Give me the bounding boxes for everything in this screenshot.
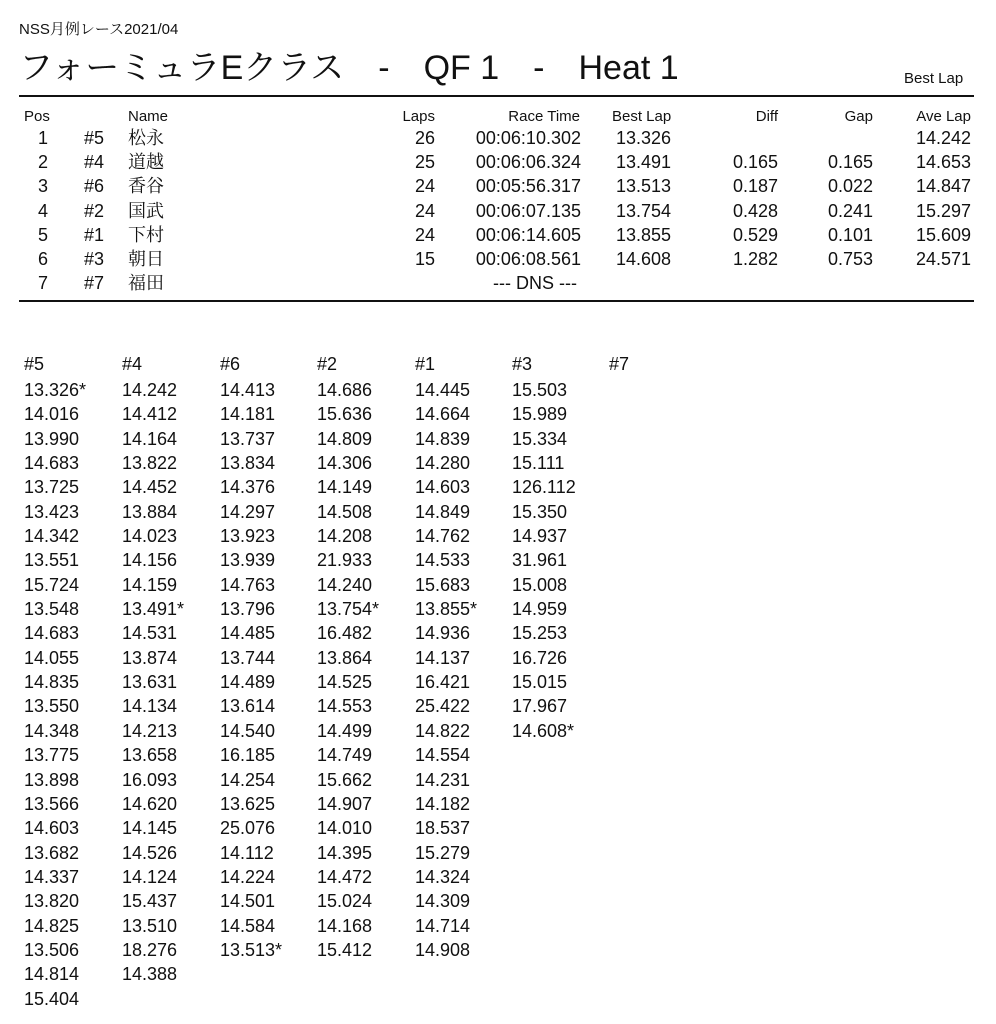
best-lap-cell: 13.513 [616,176,672,197]
lap-time: 15.724 [24,574,80,595]
lap-time: 13.326* [24,380,87,400]
best-lap-cell [616,271,686,295]
car-number-cell: #2 [84,200,105,221]
lap-time: 14.603 [24,818,80,839]
race-time-cell: --- DNS --- [493,273,577,294]
pos-cell: 7 [38,273,49,294]
lap-time: 14.164 [122,428,178,449]
lap-time: 13.551 [24,550,80,571]
lap-time: 13.548 [24,599,80,620]
lap-time: 14.348 [24,720,80,741]
lap-time: 16.726 [512,647,568,668]
lap-time: 14.182 [415,793,471,814]
lap-time: 13.491* [122,599,185,620]
laps-cell: 24 [414,176,435,197]
lap-time: 15.503 [512,380,568,400]
col-header-gap: Gap [844,108,873,125]
lap-time: 14.445 [415,380,471,400]
lap-time: 14.280 [415,453,471,474]
lap-time: 14.395 [317,842,373,863]
lap-time: 16.482 [317,623,373,644]
lap-time: 14.937 [512,526,568,547]
laps-cell: 24 [414,200,435,221]
lap-column-car: #6 [220,354,241,374]
ave-lap-cell: 24.571 [915,249,971,269]
lap-time: 13.725 [24,477,80,498]
lap-column-car: #2 [317,354,338,374]
lap-time: 15.437 [122,891,178,912]
lap-column [24,352,86,1011]
lap-time: 14.324 [415,866,471,887]
lap-time: 14.306 [317,453,373,474]
diff-cell: 0.165 [732,152,778,173]
lap-time: 14.208 [317,526,373,547]
lap-time: 14.112 [220,842,274,863]
col-header-best-lap: Best Lap [612,108,672,125]
lap-time: 14.908 [415,939,471,960]
ave-lap-cell [890,271,971,295]
gap-cell [800,126,873,150]
driver-name-cell: 下村 [128,224,164,245]
ave-lap-cell: 14.847 [915,176,971,197]
lap-time: 31.961 [512,550,568,571]
car-number-cell: #1 [84,224,105,245]
driver-name-cell: 松永 [128,128,164,148]
lap-time: 13.423 [24,501,80,522]
lap-time: 13.744 [220,647,276,668]
race-time-cell: 00:06:10.302 [475,128,581,148]
lap-time: 14.309 [415,891,471,912]
lap-time: 13.834 [220,453,276,474]
page-title: フォーミュラEクラス - QF 1 - Heat 1 [19,49,679,87]
lap-time: 13.796 [220,599,276,620]
lap-time: 21.933 [317,550,373,571]
lap-time: 13.923 [220,526,276,547]
lap-time: 13.506 [24,939,80,960]
pos-cell: 5 [38,224,49,245]
lap-time: 13.737 [220,428,276,449]
event-subtitle: NSS月例レース2021/04 [19,21,179,38]
pos-cell: 4 [38,200,49,221]
diff-cell: 1.282 [732,249,778,269]
lap-time: 14.608* [512,720,575,741]
ave-lap-cell: 14.242 [915,128,971,148]
lap-time: 15.636 [317,404,373,425]
race-time-cell: 00:06:08.561 [475,249,581,269]
lap-time: 14.342 [24,526,80,547]
lap-time: 15.024 [317,891,373,912]
lap-time: 14.664 [415,404,471,425]
lap-time: 14.531 [122,623,178,644]
lap-time: 14.533 [415,550,471,571]
diff-cell: 0.187 [732,176,778,197]
best-lap-corner-label: Best Lap [904,70,964,87]
lap-time: 16.421 [415,672,471,693]
car-number-cell: #3 [84,249,105,269]
lap-time: 15.279 [415,842,471,863]
bottom-rule [19,300,974,302]
best-lap-cell: 13.855 [616,224,672,245]
race-time-cell: 00:05:56.317 [475,176,581,197]
lap-time: 14.686 [317,380,373,400]
lap-time: 14.149 [317,477,373,498]
race-time-cell: 00:06:07.135 [475,200,581,221]
laps-cell: 26 [414,128,435,148]
ave-lap-cell: 15.609 [915,224,971,245]
car-number-cell: #5 [84,128,105,148]
driver-name-cell: 朝日 [128,249,164,269]
lap-time: 14.603 [415,477,471,498]
lap-time: 13.658 [122,745,178,766]
lap-time: 14.809 [317,428,373,449]
laps-cell [395,271,435,295]
lap-time: 14.254 [220,769,276,790]
top-rule [19,95,974,97]
lap-column [122,352,184,987]
diff-cell [700,126,778,150]
lap-time: 15.334 [512,428,568,449]
pos-cell: 1 [38,128,49,148]
lap-time: 13.822 [122,453,178,474]
gap-cell: 0.165 [827,152,873,173]
pos-cell: 2 [38,152,49,173]
lap-time: 126.112 [512,477,576,498]
lap-time: 18.276 [122,939,178,960]
lap-time: 14.231 [415,769,471,790]
lap-time: 14.814 [24,964,80,985]
lap-time: 18.537 [415,818,471,839]
lap-time: 13.939 [220,550,276,571]
lap-column [317,352,379,962]
lap-column-car: #5 [24,354,45,374]
driver-name-cell: 香谷 [128,176,164,197]
lap-time: 25.422 [415,696,471,717]
lap-time: 15.253 [512,623,568,644]
lap-time: 14.822 [415,720,471,741]
lap-time: 16.185 [220,745,276,766]
diff-cell: 0.428 [732,200,778,221]
lap-time: 14.224 [220,866,276,887]
lap-time: 14.553 [317,696,373,717]
gap-cell: 0.753 [827,249,873,269]
lap-time: 14.412 [122,404,178,425]
lap-time: 13.754* [317,599,380,620]
lap-column-car: #3 [512,354,533,374]
lap-time: 14.525 [317,672,373,693]
lap-column [415,352,477,962]
lap-column-car: #1 [415,354,436,374]
driver-name-cell: 福田 [128,273,164,294]
lap-time: 14.526 [122,842,178,863]
lap-time: 15.683 [415,574,471,595]
lap-time: 16.093 [122,769,178,790]
lap-time: 13.990 [24,428,80,449]
pos-cell: 6 [38,249,49,269]
lap-time: 14.849 [415,501,471,522]
lap-time: 14.016 [24,404,80,425]
lap-time: 14.134 [122,696,178,717]
lap-column [609,352,629,378]
pos-cell: 3 [38,176,49,197]
lap-time: 14.540 [220,720,276,741]
lap-time: 13.855* [415,599,478,620]
lap-time: 14.240 [317,574,373,595]
ave-lap-cell: 15.297 [915,200,971,221]
col-header-name: Name [128,108,169,125]
lap-time: 13.864 [317,647,373,668]
race-time-cell: 00:06:14.605 [475,224,581,245]
lap-time: 13.550 [24,696,80,717]
col-header-race-time: Race Time [508,108,580,125]
lap-time: 15.404 [24,988,80,1009]
driver-name-cell: 道越 [128,152,164,173]
lap-time: 14.156 [122,550,178,571]
gap-cell: 0.241 [827,200,873,221]
lap-time: 14.213 [122,720,178,741]
lap-time: 14.297 [220,501,276,522]
lap-time: 14.584 [220,915,276,936]
lap-time: 14.907 [317,793,373,814]
lap-time: 14.714 [415,915,471,936]
lap-time: 14.554 [415,745,471,766]
best-lap-cell: 14.608 [616,249,672,269]
lap-time: 13.682 [24,842,80,863]
lap-time: 25.076 [220,818,276,839]
lap-time: 15.008 [512,574,568,595]
laps-cell: 25 [414,152,435,173]
lap-time: 14.181 [220,404,276,425]
car-number-cell: #6 [84,176,105,197]
lap-time: 15.989 [512,404,568,425]
lap-time: 14.825 [24,915,80,936]
lap-time: 14.055 [24,647,80,668]
lap-time: 14.023 [122,526,178,547]
lap-time: 14.499 [317,720,373,741]
lap-time: 14.124 [122,866,178,887]
lap-time: 14.159 [122,574,178,595]
lap-column [512,352,576,743]
lap-time: 14.501 [220,891,276,912]
col-header-laps: Laps [402,108,435,125]
best-lap-cell: 13.754 [616,200,672,221]
laps-cell: 15 [414,249,435,269]
lap-time: 14.489 [220,672,276,693]
col-header-ave-lap: Ave Lap [916,108,971,125]
lap-time: 13.874 [122,647,178,668]
lap-time: 14.508 [317,501,373,522]
best-lap-cell: 13.491 [616,152,672,173]
lap-time: 13.614 [220,696,276,717]
col-header-pos: Pos [24,108,50,125]
lap-time: 14.683 [24,453,80,474]
lap-column-car: #4 [122,354,143,374]
lap-time: 15.412 [317,939,373,960]
lap-time: 14.749 [317,745,373,766]
car-number-cell: #4 [84,152,105,173]
lap-time: 13.898 [24,769,80,790]
lap-time: 14.452 [122,477,178,498]
ave-lap-cell: 14.653 [915,152,971,173]
lap-time: 14.472 [317,866,373,887]
lap-time: 14.763 [220,574,276,595]
lap-time: 13.566 [24,793,80,814]
lap-time: 13.884 [122,501,178,522]
diff-cell: 0.529 [732,224,778,245]
lap-time: 14.242 [122,380,178,400]
lap-time: 15.350 [512,501,568,522]
gap-cell: 0.022 [827,176,873,197]
lap-time: 15.111 [512,453,565,474]
lap-time: 14.839 [415,428,471,449]
lap-time: 15.015 [512,672,568,693]
lap-time: 13.510 [122,915,178,936]
lap-time: 14.485 [220,623,276,644]
lap-time: 13.820 [24,891,80,912]
col-header-diff: Diff [755,108,778,125]
diff-cell [700,271,778,295]
gap-cell: 0.101 [827,224,873,245]
lap-time: 15.662 [317,769,373,790]
lap-time: 13.775 [24,745,80,766]
lap-time: 14.376 [220,477,276,498]
driver-name-cell: 国武 [128,200,164,221]
laps-cell: 24 [414,224,435,245]
lap-time: 13.513* [220,939,283,960]
lap-time: 14.168 [317,915,373,936]
gap-cell [800,271,873,295]
lap-time: 14.936 [415,623,471,644]
lap-time: 14.337 [24,866,80,887]
race-time-cell: 00:06:06.324 [475,152,581,173]
lap-column-car: #7 [609,354,630,374]
lap-column [220,352,282,962]
lap-time: 14.388 [122,964,178,985]
lap-time: 14.413 [220,380,276,400]
lap-time: 13.625 [220,793,276,814]
lap-time: 14.959 [512,599,568,620]
lap-time: 13.631 [122,672,178,693]
lap-time: 14.145 [122,818,178,839]
lap-time: 14.010 [317,818,373,839]
lap-time: 14.137 [415,647,471,668]
lap-time: 14.762 [415,526,471,547]
lap-time: 14.620 [122,793,178,814]
lap-time: 14.683 [24,623,80,644]
best-lap-cell: 13.326 [616,128,672,148]
lap-time: 17.967 [512,696,568,717]
car-number-cell: #7 [84,273,105,294]
lap-time: 14.835 [24,672,80,693]
